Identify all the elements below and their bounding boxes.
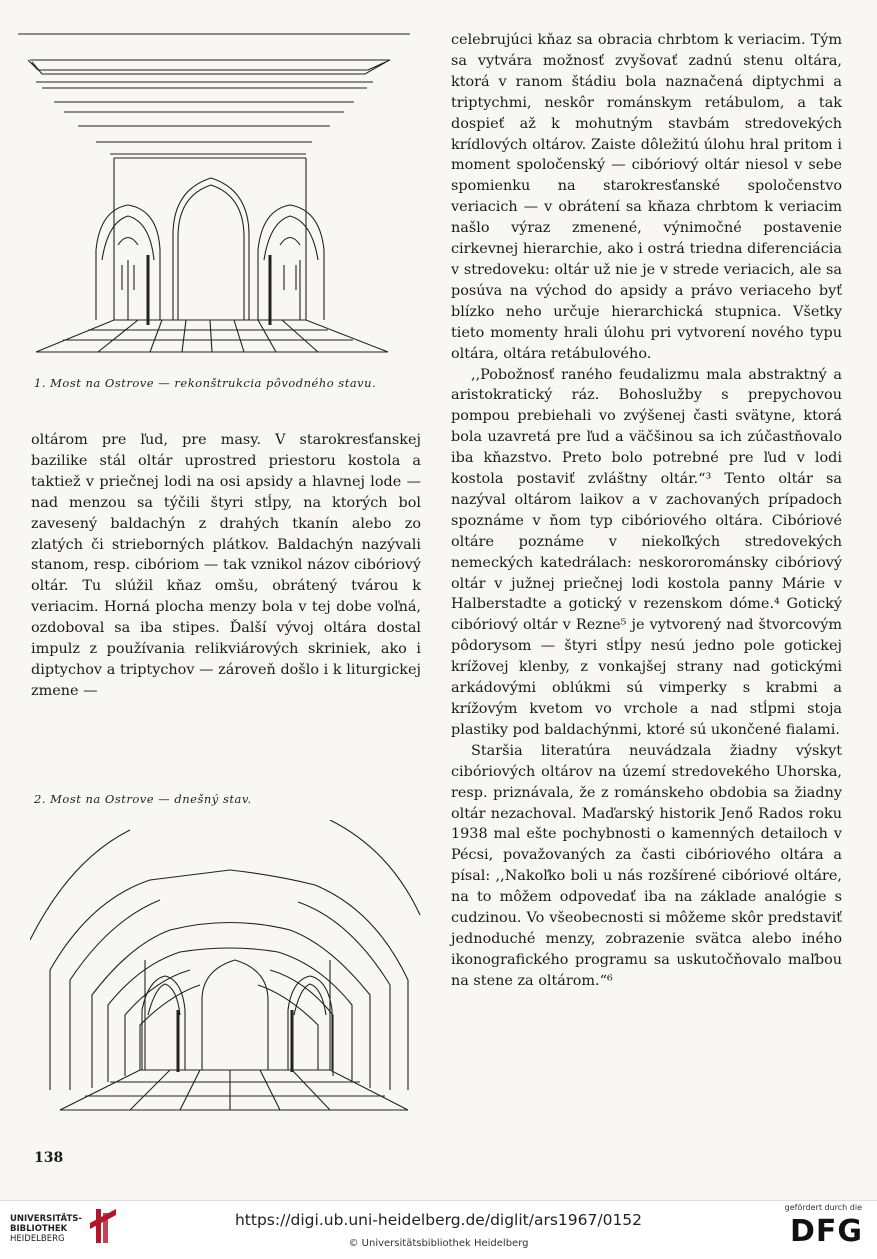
paragraph: Staršia literatúra neuvádzala žiadny výskyt cibóriových oltárov na území stredovekého Uhorska, resp. priznávala, že z románskeho obdobia sa žiadny oltár nezachoval. Maďarský historik Jenő Rados roku 1938 mal ešte pochybnosti o kamenných detailoch v Pécsi, považovaných za časti cibóriového oltára a písal: ,,Nakoľko boli u nás rozšírené cibóriové oltáre, na to môžem odpovedať iba na základe analógie s cudzinou. Vo všeobecnosti si môžeme skôr predstaviť jednoduché menzy, zobrazenie svätca alebo iného ikonografického programu sa uskutočňovalo maľbou na stene za oltárom.“⁶ — [451, 742, 842, 989]
figure-2-caption: 2. Most na Ostrove — dnešný stav. — [34, 792, 252, 806]
digitization-footer — [0, 1200, 877, 1259]
figure-1-caption: 1. Most na Ostrove — rekonštrukcia pôvodného stavu. — [34, 376, 377, 390]
figure-1-drawing — [18, 30, 418, 360]
permalink-url[interactable]: https://digi.ub.uni-heidelberg.de/diglit/ars1967/0152 — [234, 1211, 643, 1229]
dfg-logo: DFG — [789, 1214, 863, 1249]
library-name-line: BIBLIOTHEK — [10, 1224, 68, 1234]
right-column-text — [451, 30, 842, 992]
copyright-notice: © Universitätsbibliothek Heidelberg — [348, 1238, 529, 1249]
paragraph: ,,Pobožnosť raného feudalizmu mala abstraktný a aristokratický ráz. Bohoslužby s prepychovou pompou prebiehali vo zvýšenej časti svätyne, ktorá bola uzavretá pre ľud a väčšinou sa ich zúčastňovalo iba kňazstvo. Preto bolo potrebné pre ľud v lodi kostola postaviť zvláštny oltár.“³ Tento oltár sa nazýval oltárom laikov a v zachovaných prípadoch spoznáme v ňom typ cibóriového oltára. Cibóriové oltáre poznáme v niekoľkých stredovekých nemeckých katedrálach: neskororománsky cibóriový oltár v južnej priečnej lodi kostola panny Márie v Halberstadte a gotický v rezenskom dóme.⁴ Gotický cibóriový oltár v Rezne⁵ je vytvorený nad štvorcovým pôdorysom — štyri stĺpy nesú jedno pole gotickej krížovej klenby, z vonkajšej strany nad gotickými arkádovými oblúkmi sú vimperky s krabmi a krížovým kvetom vo vrchole a nad stĺpmi stoja plastiky pod baldachýnmi, ktoré sú ukončené fialami. — [451, 366, 842, 738]
funded-by-label: gefördert durch die — [784, 1203, 862, 1212]
library-name-line: HEIDELBERG — [10, 1234, 65, 1244]
page-number: 138 — [34, 1150, 64, 1166]
paragraph: celebrujúci kňaz sa obracia chrbtom k veriacim. Tým sa vytvára možnosť zvyšovať zadnú stenu oltára, ktorá v ranom štádiu bola naznačená diptychmi a triptychmi, neskôr románskym retábulom, a tak dospieť až k mohutným stavbám stredovekých krídlových oltárov. Zaiste dôležitú úlohu hral pritom i moment spoločenský — cibóriový oltár niesol v sebe spomienku na starokresťanské spoločenstvo veriacich — v obrátení sa kňaza chrbtom k veriacim našlo výraz zmenené, výnimočné postavenie cirkevnej hierarchie, ako i ostrá triedna diferenciácia v stredoveku: oltár už nie je v strede veriacich, ale sa posúva na východ do apsidy a právo veriaceho byť blízko neho určuje hierarchická stupnica. Všetky tieto momenty hrali úlohu pri vytvorení nového typu oltára, oltára retábulového. — [451, 32, 842, 362]
figure-2-drawing — [30, 820, 430, 1120]
left-column-text — [31, 430, 421, 702]
library-name-line: UNIVERSITÄTS- — [10, 1214, 82, 1224]
paragraph: oltárom pre ľud, pre masy. V starokresťanskej bazilike stál oltár uprostred priestoru kostola a taktiež v priečnej lodi na osi apsidy a hlavnej lode — nad menzou sa týčili štyri stĺpy, na ktorých bol zavesený baldachýn z drahých tkanín alebo zo zlatých či strieborných plátkov. Baldachýn nazývali stanom, resp. cibóriom — tak vznikol názov cibóriový oltár. Tu slúžil kňaz omšu, obrátený tvárou k veriacim. Horná plocha menzy bola v tej dobe voľná, ozdoboval sa iba stipes. Ďalší vývoj oltára dostal impulz z používania relikviárových skriniek, ako i diptychov a triptychov — zároveň došlo i k liturgickej zmene — — [31, 432, 421, 699]
